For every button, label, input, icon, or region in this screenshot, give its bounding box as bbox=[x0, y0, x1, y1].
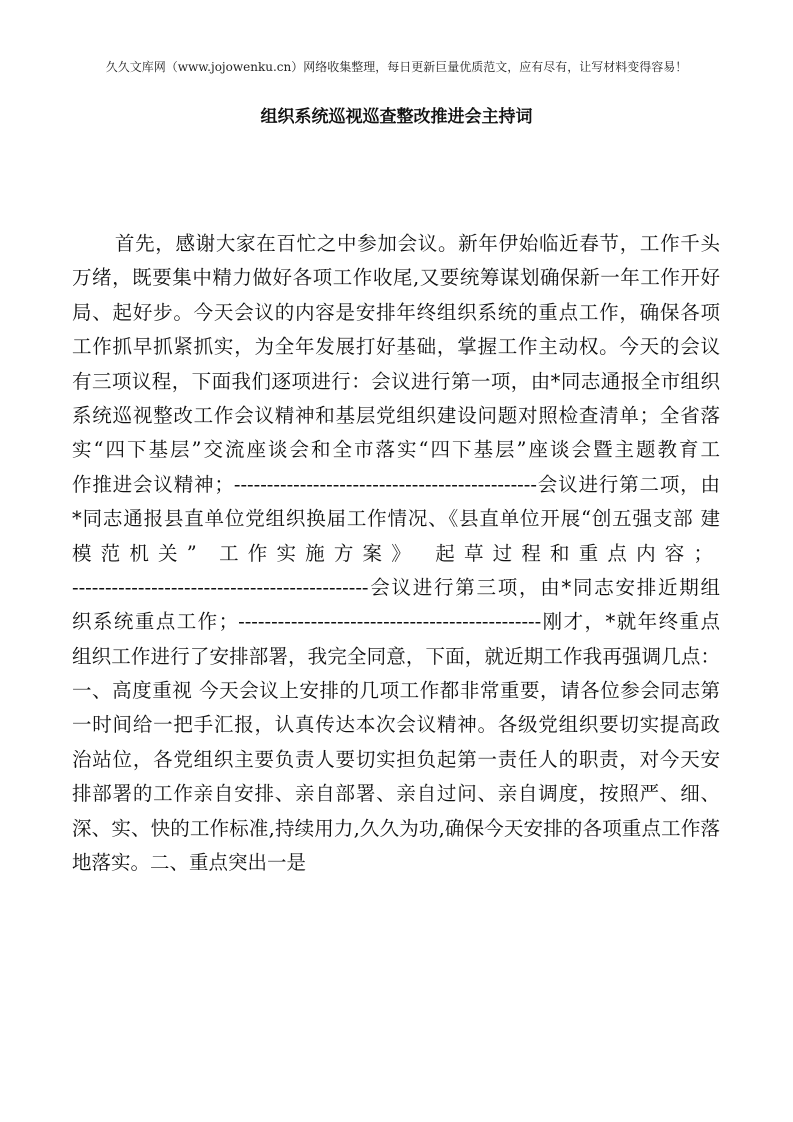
body-line: ---------------------------------------------会议进行第三项，由*同志安排近期组 bbox=[72, 575, 720, 599]
body-line: 局、起好步。今天会议的内容是安排年终组织系统的重点工作，确保各项 bbox=[72, 300, 720, 324]
body-line: 工作抓早抓紧抓实，为全年发展打好基础，掌握工作主动权。今天的会议 bbox=[72, 335, 720, 359]
body-line: 地落实。二、重点突出一是 bbox=[72, 851, 307, 875]
body-line: 首先，感谢大家在百忙之中参加会议。新年伊始临近春节，工作千头 bbox=[114, 232, 720, 255]
body-line: 有三项议程，下面我们逐项进行：会议进行第一项，由*同志通报全市组织 bbox=[72, 369, 720, 393]
body-line: 万绪，既要集中精力做好各项工作收尾,又要统筹谋划确保新一年工作开好 bbox=[72, 266, 720, 290]
body-line: 一、高度重视 今天会议上安排的几项工作都非常重要，请各位参会同志第 bbox=[72, 679, 720, 703]
body-line: 织系统重点工作；----------------------------------------------刚才，*就年终重点 bbox=[72, 610, 720, 634]
body-line: 作推进会议精神；----------------------------------------------会议进行第二项，由 bbox=[72, 472, 720, 496]
body-line: 深、实、快的工作标准,持续用力,久久为功,确保今天安排的各项重点工作落 bbox=[72, 816, 720, 840]
document-title: 组织系统巡视巡查整改推进会主持词 bbox=[260, 107, 533, 127]
body-line: 模范机关” 工作实施方案》 起草过程和重点内容； bbox=[72, 541, 720, 565]
header-note: 久久文库网（www.jojowenku.cn）网络收集整理，每日更新巨量优质范文，应有尽有，让写材料变得容易！ bbox=[105, 60, 688, 74]
body-line: 一时间给一把手汇报，认真传达本次会议精神。各级党组织要切实提高政 bbox=[72, 713, 720, 737]
body-line: 组织工作进行了安排部署，我完全同意，下面，就近期工作我再强调几点： bbox=[72, 644, 720, 668]
body-paragraph bbox=[72, 227, 720, 880]
body-line: 治站位，各党组织主要负责人要切实担负起第一责任人的职责，对今天安 bbox=[72, 747, 720, 771]
body-line: 实“四下基层”交流座谈会和全市落实“四下基层”座谈会暨主题教育工 bbox=[72, 438, 720, 462]
body-line: 排部署的工作亲自安排、亲自部署、亲自过问、亲自调度，按照严、细、 bbox=[72, 782, 720, 806]
body-line: *同志通报县直单位党组织换届工作情况、《县直单位开展“创五强支部 建 bbox=[72, 507, 720, 531]
body-line: 系统巡视整改工作会议精神和基层党组织建设问题对照检查清单；全省落 bbox=[72, 403, 720, 427]
